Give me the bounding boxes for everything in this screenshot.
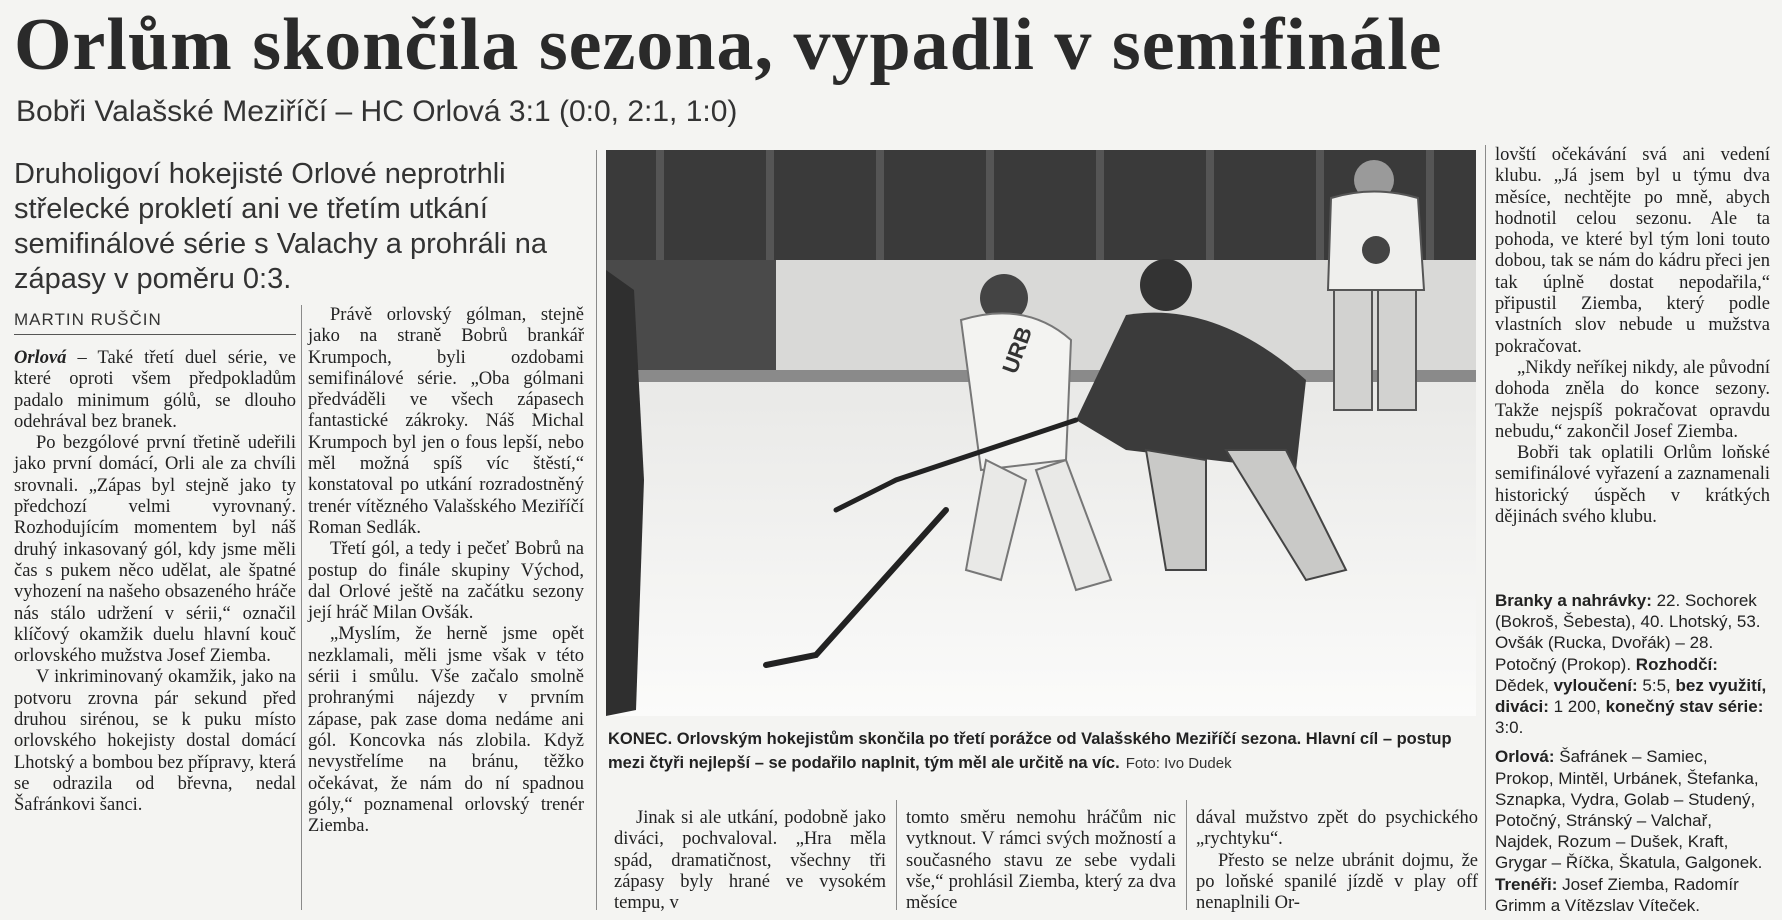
photo-caption [608,727,1476,776]
value: 5:5, [1637,675,1671,695]
photo-credit: Foto: Ivo Dudek [1125,755,1232,772]
value: 3:0. [1495,718,1524,738]
paragraph: V inkriminovaný okamžik, jako na potvoru zrovna pár sekund před druhou sirénou, se k puku místo orlovského hokejisty dostal domácí Lhotský a bombou bez přípravy, která se odrazila od břevna, nedal Šafránkovi šanci. [14,667,296,816]
column-divider [1485,145,1486,910]
byline: MARTIN RUŠČIN [14,310,162,329]
column-divider [1186,800,1187,910]
article-lead: Druholigoví hokejisté Orlové neprotrhli střelecké prokletí ani ve třetím utkání semifinálové série s Valachy a prohráli na zápasy v poměru 0:3. [14,158,548,295]
paragraph: lovští očekávání svá ani vedení klubu. „Já jsem byl u týmu dva měsíce, nechtějte po mně, abych hodnotil celou sezonu. Ale ta pohoda, ve které byl tým loni touto dobou, tak se nám do kádru přeci jen tak úplně dostat nepodařila,“ připustil Ziemba, který podle vlastních slov nebude u mužstva pokračovat. [1495,145,1770,357]
text-column-4 [614,808,886,914]
match-infobox [1495,590,1770,916]
paragraph: Přesto se nelze ubránit dojmu, že po loňské spanilé jízdě v play off nenaplnili Or- [1196,850,1478,914]
label: Trenéři: [1495,874,1558,894]
paragraph: „Myslím, že herně jsme opět nezklamali, měli jsme však v této sérii i smůlu. Vše začalo smolně prohranými nájezdy v prvním zápase, pak zase doma nedáme ani gól. Koncovka nás zlobila. Když nevystřelíme na bránu, těžko očekávat, že nám do ní spadnou góly,“ poznamenal orlovský trenér Ziemba. [308,624,584,837]
label: vyloučení: [1548,675,1638,695]
column-divider [596,150,597,910]
article-subhead: Bobři Valašské Meziříčí – HC Orlová 3:1 (0:0, 2:1, 1:0) [16,95,738,128]
text-column-5 [906,808,1176,914]
paragraph-text: – Také třetí duel série, ve které oproti všem předpokladům padalo minimum gólů, se dlouho odehrával bez branek. [14,348,296,432]
text-column-1 [14,348,296,817]
paragraph: Třetí gól, a tedy i pečeť Bobrů na postup do finále skupiny Východ, dal Orlové ještě na začátku sezony její hráč Milan Ovšák. [308,539,584,624]
label: bez využití, diváci: [1495,675,1767,717]
text-column-2 [308,305,584,837]
label: Orlová: [1495,747,1555,767]
paragraph: dával mužstvo zpět do psychického „rychtyku“. [1196,808,1478,850]
byline-divider [14,334,296,335]
paragraph: Právě orlovský gólman, stejně jako na straně Bobrů brankář Krumpoch, byli ozdobami semifinálové série. „Oba gólmani předváděli ve všech zápasech fantastické zákroky. Náš Michal Krumpoch byl jen o fous lepší, nebo měl možná spíš víc štěstí,“ konstatoval po utkání rozradostněný trenér vítězného Valašského Meziříčí Roman Sedlák. [308,305,584,538]
column-divider [301,305,302,910]
lineup-line [1495,746,1770,916]
paragraph: „Nikdy neříkej nikdy, ale původní dohoda zněla do konce sezony. Takže nejspíš pokračovat opravdu nebudu,“ zakončil Josef Ziemba. [1495,357,1770,442]
paragraph [14,348,296,433]
label: konečný stav série: [1600,697,1764,717]
label: Rozhodčí: [1631,654,1718,674]
text-column-3 [1495,145,1770,528]
hockey-photo [606,150,1476,716]
paragraph: tomto směru nemohu hráčům nic vytknout. V rámci svých možností a současného stavu ze sebe vydali vše,“ prohlásil Ziemba, který za dva měsíce [906,808,1176,914]
paragraph: Jinak si ale utkání, podobně jako diváci, pochvaloval. „Hra měla spád, dramatičnost, všechny tři zápasy byly hrané ve vysokém tempu, v [614,808,886,914]
column-divider [896,800,897,910]
dateline: Orlová [14,348,67,368]
jersey-name: URB [997,323,1038,377]
value: Šafránek – Samiec, Prokop, Mintěl, Urbánek, Štefanka, Sznapka, Vydra, Golab – Studený, Potočný, Stránský – Valchař, Najdek, Rozum – Dušek, Kraft, Grygar – Říčka, Škatula, Galgonek. [1495,747,1763,873]
paragraph: Po bezgólové první třetině udeřili jako první domácí, Orli ale za chvíli srovnali. „Zápas byl stejně jako ty předchozí velmi vyrovnaný. Rozhodujícím momentem byl náš druhý inkasovaný gól, kdy jsme měli čas s pukem něco udělat, ale špatné vyhození na našeho obsazeného hráče nás stálo udržení v sérii,“ označil klíčový okamžik duelu hlavní kouč orlovského mužstva Josef Ziemba. [14,433,296,667]
article-headline: Orlům skončila sezona, vypadli v semifinále [14,4,1443,86]
value: Josef Ziemba, Radomír Grimm a Vítězslav Víteček. [1495,874,1739,915]
caption-text: KONEC. Orlovským hokejistům skončila po třetí porážce od Valašského Meziříčí sezona. Hlavní cíl – postup mezi čtyři nejlepší – se podařilo naplnit, tým měl ale určitě na víc. [608,730,1452,772]
goals-line [1495,590,1770,738]
value: 1 200, [1548,697,1601,717]
paragraph: Bobři tak oplatili Orlům loňské semifinálové vyřazení a zaznamenali historický úspěch v krátkých dějinách svého klubu. [1495,443,1770,528]
value: Dědek, [1495,675,1549,695]
text-column-6 [1196,808,1478,914]
label: Branky a nahrávky: [1495,591,1652,610]
value: 22. Sochorek (Bokroš, Šebesta), 40. Lhotský, 53. Ovšák (Rucka, Dvořák) – 28. Potočný (Prokop). [1495,591,1761,674]
